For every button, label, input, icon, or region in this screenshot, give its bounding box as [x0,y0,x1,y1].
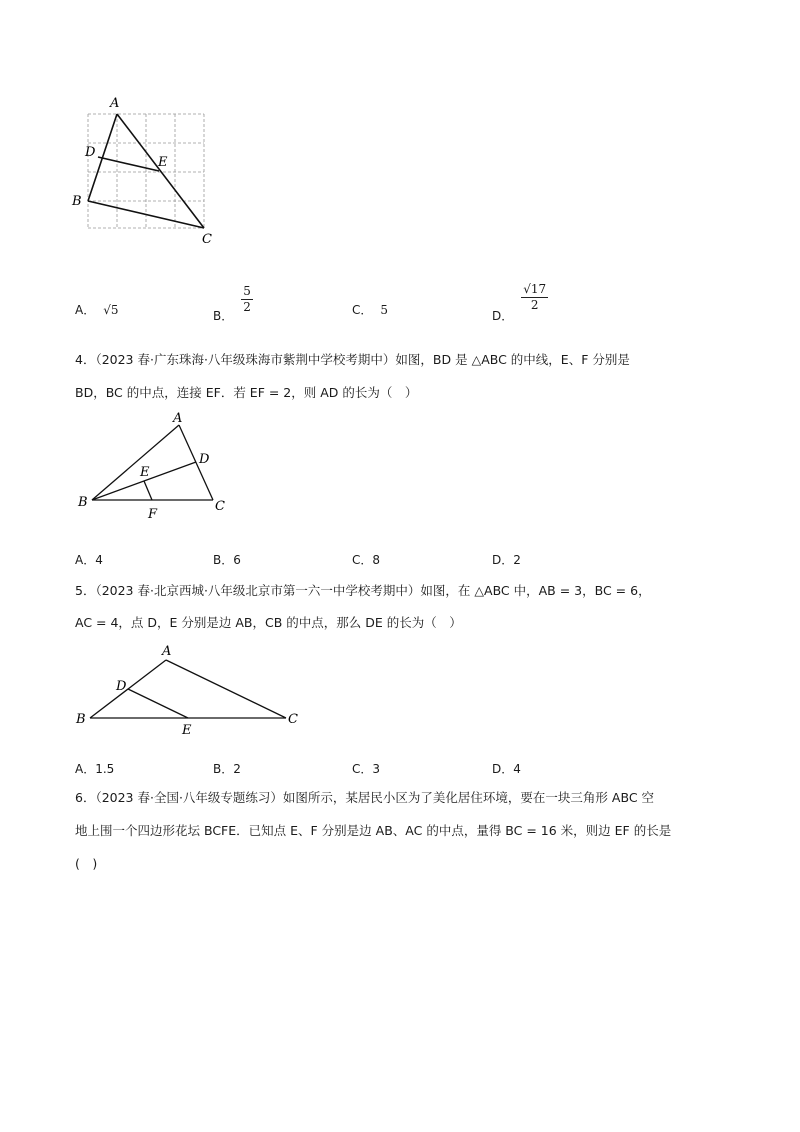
q5-label-a: A [162,644,172,659]
q4-label-e: E [140,465,150,480]
q5-option-d[interactable]: D．4 [492,762,521,776]
q3-option-d[interactable] [492,282,548,323]
option-label: D． [492,308,514,323]
option-value: √5 [103,303,119,317]
q5-stem-line2: AC = 4，点 D，E 分别是边 AB，CB 的中点，那么 DE 的长为（ ） [75,615,462,630]
q5-option-b[interactable]: B．2 [213,762,241,776]
q3-label-b: B [72,194,82,209]
fraction [241,284,253,314]
q4-lines [92,425,213,500]
option-value: 5 [380,303,389,317]
denominator: 2 [530,298,539,312]
q4-option-c[interactable]: C．8 [352,553,381,567]
fraction [521,282,548,312]
q3-label-e: E [158,155,168,170]
q5-label-c: C [288,712,298,727]
option-label: B． [213,308,234,323]
q5-label-b: B [76,712,86,727]
q5-option-c[interactable]: C．3 [352,762,381,776]
q5-triangle-figure [72,640,312,740]
q3-label-d: D [85,145,96,160]
q3-option-a[interactable] [75,301,119,318]
grid-lines [88,114,204,228]
q6-answer-blank: ( ) [75,856,98,871]
q5-label-e: E [182,723,192,738]
q3-grid-figure [68,92,228,252]
q6-stem-line1: 6．（2023 春·全国·八年级专题练习）如图所示，某居民小区为了美化居住环境，要在一块三角形 ABC 空 [75,790,655,805]
q4-option-b[interactable]: B．6 [213,553,241,567]
q3-label-c: C [202,232,212,247]
q3-option-c[interactable] [352,301,388,318]
q4-stem-line1: 4．（2023 春·广东珠海·八年级珠海市紫荆中学校考期中）如图，BD 是 △ABC 的中线，E、F 分别是 [75,352,630,367]
q4-label-a: A [173,411,183,426]
q4-triangle-figure [72,410,242,522]
option-label: A． [75,303,96,317]
numerator: √17 [523,282,547,296]
q4-option-a[interactable]: A．4 [75,553,103,567]
q4-option-d[interactable]: D．2 [492,553,521,567]
q4-label-f: F [148,507,158,522]
option-label: C． [352,303,373,317]
q5-label-d: D [116,679,127,694]
q3-option-b[interactable] [213,284,253,323]
q5-option-a[interactable]: A．1.5 [75,762,115,776]
q6-stem-line2: 地上围一个四边形花坛 BCFE．已知点 E、F 分别是边 AB、AC 的中点，量得 BC = 16 米，则边 EF 的长是 [75,823,672,838]
q4-label-d: D [199,452,210,467]
q4-label-b: B [78,495,88,510]
denominator: 2 [243,300,251,314]
numerator: 5 [243,284,251,298]
q3-label-a: A [110,96,120,111]
q5-stem-line1: 5．（2023 春·北京西城·八年级北京市第一六一中学校考期中）如图，在 △ABC 中，AB = 3，BC = 6， [75,583,651,598]
q4-label-c: C [215,499,225,514]
q4-stem-line2: BD，BC 的中点，连接 EF．若 EF = 2，则 AD 的长为（ ） [75,385,418,400]
